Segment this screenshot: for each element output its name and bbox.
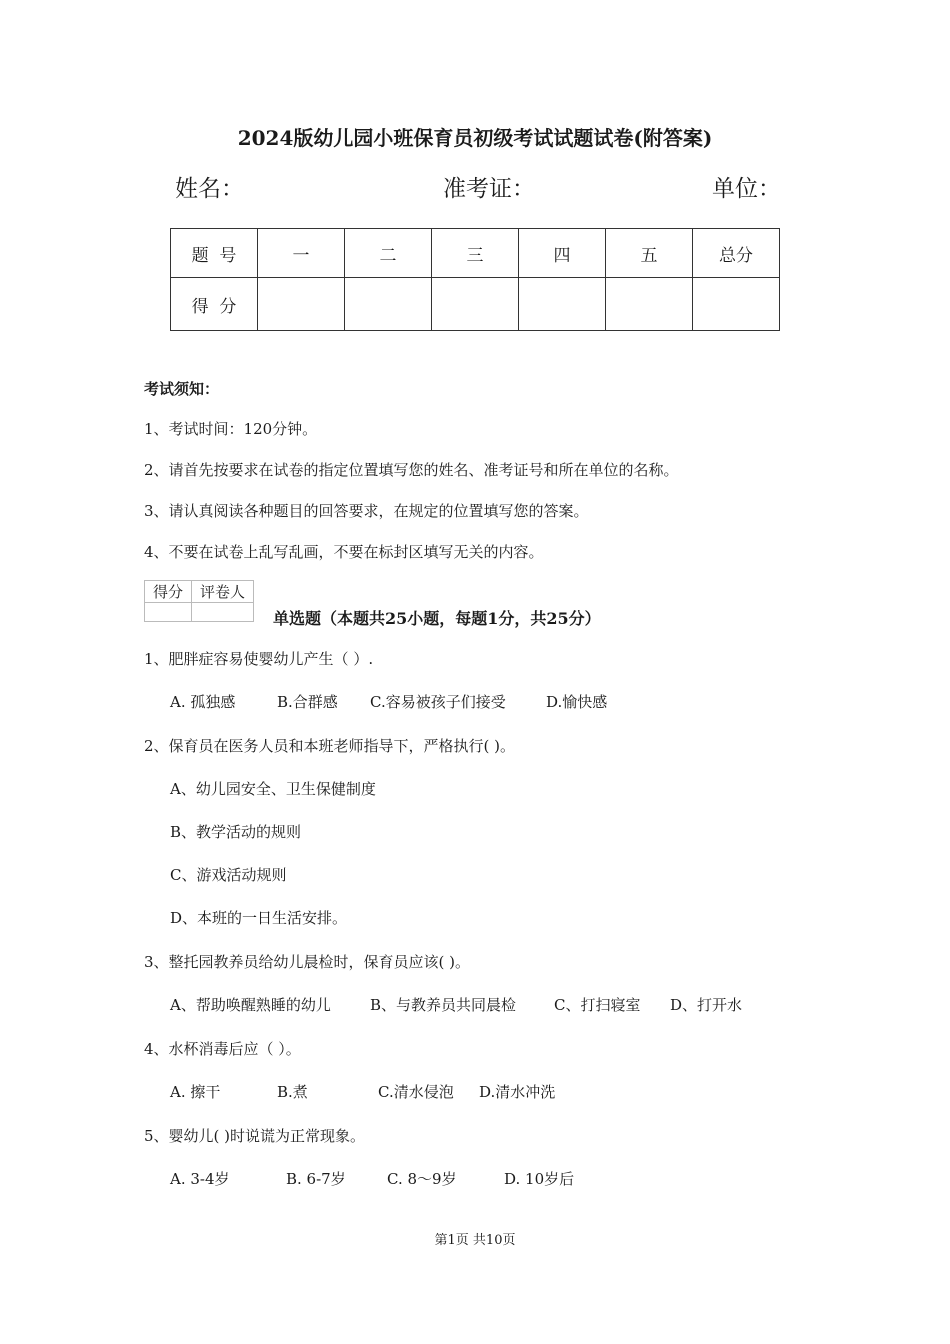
answer-option[interactable]: B.合群感	[277, 693, 338, 711]
grader-score-label: 得分	[145, 581, 192, 603]
score-table-cell: 三	[432, 229, 519, 278]
score-input-cell[interactable]	[519, 278, 606, 331]
notice-item: 4、不要在试卷上乱写乱画，不要在标封区填写无关的内容。	[144, 543, 544, 561]
score-input-cell[interactable]	[258, 278, 345, 331]
grader-name-cell[interactable]	[192, 603, 254, 622]
notice-item: 1、考试时间：120分钟。	[144, 420, 318, 438]
notice-item: 2、请首先按要求在试卷的指定位置填写您的姓名、准考证号和所在单位的名称。	[144, 461, 679, 479]
answer-option[interactable]: A. 3-4岁	[170, 1170, 230, 1188]
score-input-cell[interactable]	[345, 278, 432, 331]
answer-option[interactable]: D.愉快感	[546, 693, 608, 711]
question-stem: 5、婴幼儿( )时说谎为正常现象。	[144, 1127, 366, 1145]
score-table-cell: 一	[258, 229, 345, 278]
question-stem: 2、保育员在医务人员和本班老师指导下，严格执行( )。	[144, 737, 516, 755]
name-field-label: 姓名：	[175, 176, 244, 202]
score-table-cell: 五	[606, 229, 693, 278]
answer-option[interactable]: D. 10岁后	[504, 1170, 575, 1188]
answer-option[interactable]: B、与教养员共同晨检	[370, 996, 517, 1014]
page-footer: 第1页 共10页	[434, 1233, 516, 1248]
answer-option[interactable]: D、打开水	[670, 996, 743, 1014]
score-table-cell: 四	[519, 229, 606, 278]
score-table	[170, 228, 780, 331]
answer-option[interactable]: B.煮	[277, 1083, 308, 1101]
answer-option[interactable]: B. 6-7岁	[286, 1170, 346, 1188]
question-stem: 4、水杯消毒后应（ ）。	[144, 1040, 301, 1058]
grader-name-label: 评卷人	[192, 581, 254, 603]
answer-option[interactable]: C、游戏活动规则	[170, 866, 287, 884]
grader-box	[144, 580, 254, 622]
question-stem: 1、肥胖症容易使婴幼儿产生（ ）.	[144, 650, 374, 668]
score-table-cell: 总分	[693, 229, 780, 278]
question-stem: 3、整托园教养员给幼儿晨检时，保育员应该( )。	[144, 953, 471, 971]
score-table-cell: 得 分	[171, 278, 258, 331]
notice-item: 3、请认真阅读各种题目的回答要求，在规定的位置填写您的答案。	[144, 502, 589, 520]
answer-option[interactable]: A. 擦干	[170, 1083, 221, 1101]
score-table-header-row	[171, 229, 780, 278]
grader-score-cell[interactable]	[145, 603, 192, 622]
answer-option[interactable]: C、打扫寝室	[554, 996, 641, 1014]
answer-option[interactable]: A、帮助唤醒熟睡的幼儿	[170, 996, 331, 1014]
score-input-cell[interactable]	[693, 278, 780, 331]
score-table-score-row	[171, 278, 780, 331]
score-input-cell[interactable]	[606, 278, 693, 331]
answer-option[interactable]: C.清水侵泡	[378, 1083, 454, 1101]
exam-id-field-label: 准考证：	[443, 176, 535, 202]
notice-heading: 考试须知：	[144, 380, 220, 398]
section-title: 单选题（本题共25小题，每题1分，共25分）	[273, 609, 601, 628]
score-table-cell: 二	[345, 229, 432, 278]
unit-field-label: 单位：	[712, 176, 781, 202]
answer-option[interactable]: A、幼儿园安全、卫生保健制度	[170, 780, 376, 798]
score-input-cell[interactable]	[432, 278, 519, 331]
answer-option[interactable]: A. 孤独感	[170, 693, 236, 711]
exam-title: 2024版幼儿园小班保育员初级考试试题试卷(附答案)	[237, 126, 713, 150]
answer-option[interactable]: C. 8～9岁	[387, 1170, 457, 1188]
answer-option[interactable]: D、本班的一日生活安排。	[170, 909, 348, 927]
answer-option[interactable]: C.容易被孩子们接受	[370, 693, 506, 711]
score-table-cell: 题 号	[171, 229, 258, 278]
answer-option[interactable]: B、教学活动的规则	[170, 823, 302, 841]
answer-option[interactable]: D.清水冲洗	[479, 1083, 556, 1101]
